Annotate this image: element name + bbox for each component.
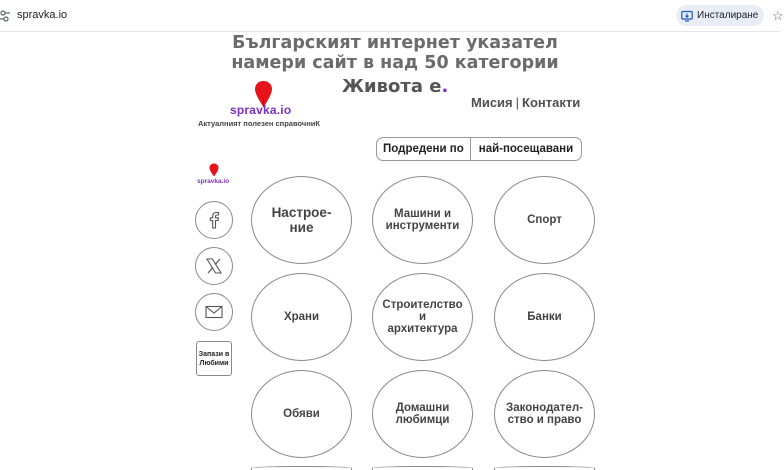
nav-mission-link[interactable]: Мисия (471, 95, 513, 110)
category-domashni-lyubimtsi[interactable] (372, 370, 473, 458)
slogan-text: Живота е (342, 76, 442, 97)
x-icon (203, 255, 225, 277)
category-label: Обяви (283, 408, 320, 420)
category-stroitelstvo[interactable] (372, 273, 473, 361)
install-label: Инсталиране (697, 10, 759, 21)
category-banki[interactable] (494, 273, 595, 361)
nav-contacts-link[interactable]: Контакти (522, 95, 581, 110)
email-share-button[interactable] (195, 293, 233, 331)
headline-line-2: намери сайт в над 50 категории (231, 53, 559, 73)
sort-label: Подредени по (377, 138, 471, 160)
top-navigation (471, 95, 580, 110)
bookmark-star-icon[interactable]: ☆ (772, 8, 784, 23)
headline-line-1: Българският интернет указател (232, 33, 558, 53)
small-map-pin-icon (209, 163, 219, 177)
site-settings-icon[interactable] (0, 9, 10, 23)
category-next-row-partial[interactable] (372, 466, 473, 470)
sort-control (376, 137, 582, 161)
category-nastroenie[interactable] (251, 176, 352, 264)
category-next-row-partial[interactable] (494, 466, 595, 470)
category-mashini[interactable] (372, 176, 473, 264)
category-obyavi[interactable] (251, 370, 352, 458)
category-next-row-partial[interactable] (251, 466, 352, 470)
facebook-icon (203, 209, 225, 231)
facebook-share-button[interactable] (195, 201, 233, 239)
category-label: Домашни любимци (395, 402, 450, 426)
category-sport[interactable] (494, 176, 595, 264)
category-label: Строителство и архитектура (382, 299, 463, 335)
page-headline (180, 33, 610, 73)
x-share-button[interactable] (195, 247, 233, 285)
category-label: Спорт (527, 214, 562, 226)
logo-tagline: Актуалният полезен справочниК (198, 119, 320, 128)
category-label: Законодател- ство и право (506, 402, 583, 426)
category-zakonodatelstvo[interactable] (494, 370, 595, 458)
sort-select[interactable]: най-посещавани (478, 143, 574, 155)
small-logo-name: spravka.io (197, 178, 230, 185)
add-to-favorites-button[interactable]: Запази в Любими (196, 341, 232, 376)
category-label: Машини и инструменти (385, 208, 460, 232)
category-label: Храни (283, 311, 320, 323)
category-hrani[interactable] (251, 273, 352, 361)
browser-bar (0, 0, 784, 32)
mail-icon (203, 301, 225, 323)
install-icon (681, 10, 693, 22)
logo-name[interactable]: spravka.io (230, 103, 292, 117)
install-app-button[interactable] (676, 5, 764, 26)
slogan-dot: . (441, 76, 449, 97)
slogan (342, 76, 448, 97)
nav-separator: | (515, 95, 520, 110)
url-text[interactable]: spravka.io (17, 9, 68, 21)
category-label: Настрое- ние (271, 205, 332, 235)
category-label: Банки (527, 311, 562, 323)
